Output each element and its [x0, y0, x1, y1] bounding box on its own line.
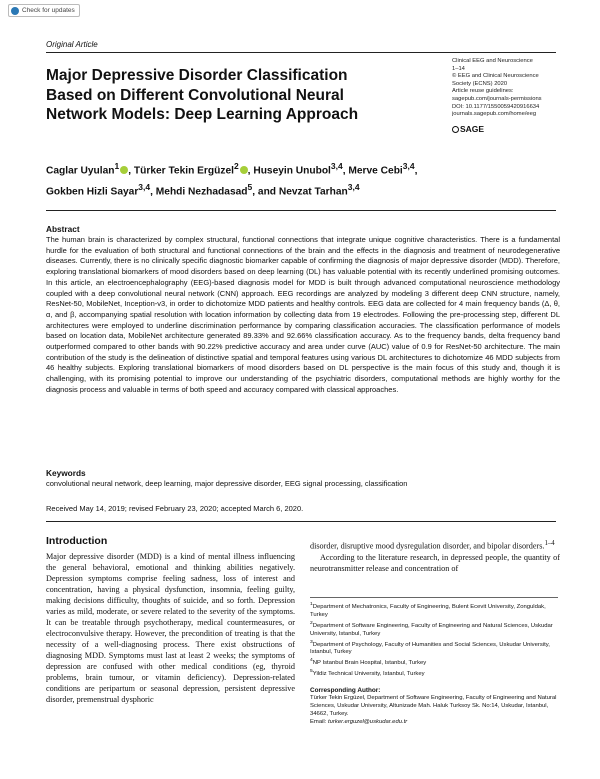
- journal-info-line: Clinical EEG and Neuroscience: [452, 58, 533, 64]
- author-sep: ,: [150, 186, 156, 198]
- author-affil: 5: [247, 182, 253, 193]
- keywords-heading: Keywords: [46, 468, 86, 478]
- journal-info-line: Society (ECNS) 2020: [452, 80, 508, 87]
- journal-info-line[interactable]: DOI: 10.1177/1550059420916634: [452, 103, 540, 110]
- sage-logo-icon: [452, 126, 459, 133]
- article-type: Original Article: [46, 40, 98, 49]
- corresponding-text: Türker Tekin Ergüzel, Department of Software Engineering, Faculty of Engineering and Natural Sciences, Uskudar University, Altunizade Mah. Haluk Turksoy Sk. No:14, Uskudar, Istanbul, 34662, Turkey.: [310, 694, 557, 717]
- journal-info-line: Article reuse guidelines:: [452, 88, 514, 95]
- body-left-column: [46, 551, 295, 705]
- affiliation-number: 2: [310, 620, 313, 626]
- author-sep: ,: [342, 165, 349, 177]
- affiliation-text: Yildiz Technical University, Istanbul, Turkey: [312, 671, 425, 678]
- affiliation-item: [310, 601, 560, 620]
- journal-info-line[interactable]: journals.sagepub.com/home/eeg: [452, 111, 537, 118]
- affiliation-item: [310, 657, 560, 668]
- body-paragraph: [310, 538, 560, 552]
- email-label: Email:: [310, 718, 327, 725]
- affiliation-item: [310, 668, 560, 679]
- body-paragraph: Major depressive disorder (MDD) is a kind of mental illness influencing the general behavioral, emotional and thinking abilities negatively. Depression symptoms comprise feeling sadness, loss of interest and concentration, having a physical dysfunction, insomnia, feeling guilty, making decisions difficulty, thoughts of suicide, and so forth. Depression varies as mild, moderate, or severe related to the severity of the symptoms. It can be treatable through psychotherapy, medical countermeasures, or electroconvulsive therapy. However, the precondition of treating is that the necessity of a well-diagnosing process. There exist obstructions of diagnosing MDD. Symptoms must last at least 2 weeks; the symptoms of depression are confused with other medical conditions (eg, thyroid problems, brain tumour, or vitamin deficiency). Depression-related conditions are peripartum or seasonal depression, persistent depressive disorder, premenstrual dysphoric: [46, 552, 295, 704]
- author-sep: , and: [252, 186, 279, 198]
- author-name: Gokben Hizli Sayar: [46, 186, 139, 198]
- affiliation-text: Department of Software Engineering, Faculty of Engineering and Natural Sciences, Uskudar University, Istanbul, Turkey: [310, 622, 553, 637]
- check-updates-icon: [11, 7, 19, 15]
- affiliation-number: 5: [310, 669, 313, 675]
- publisher-name: SAGE: [460, 124, 485, 134]
- body-right-column: [310, 538, 560, 574]
- author-line-1: [46, 158, 476, 179]
- body-paragraph-text: disorder, disruptive mood dysregulation disorder, and bipolar disorders.: [310, 541, 545, 551]
- affiliation-text: NP Istanbul Brain Hospital, Istanbul, Turkey: [312, 660, 427, 667]
- author-name: Caglar Uyulan: [46, 165, 115, 177]
- received-dates: Received May 14, 2019; revised February 23, 2020; accepted March 6, 2020.: [46, 504, 304, 513]
- author-affil: 2: [233, 161, 239, 171]
- author-list: [46, 158, 476, 201]
- body-paragraph: According to the literature research, in depressed people, the quantity of neurotransmitter release and concentration of: [310, 552, 560, 573]
- corresponding-email-line: [310, 719, 560, 727]
- corresponding-heading: Corresponding Author:: [310, 687, 381, 694]
- author-name: Nevzat Tarhan: [278, 186, 348, 198]
- author-sep: ,: [128, 165, 134, 177]
- orcid-icon[interactable]: [240, 166, 248, 174]
- author-sep: ,: [247, 165, 254, 177]
- sage-logo: [452, 124, 484, 134]
- author-line-2: [46, 179, 476, 200]
- body-top-rule: [46, 521, 556, 522]
- abstract-heading: Abstract: [46, 224, 80, 234]
- affiliation-text: Department of Psychology, Faculty of Humanities and Social Sciences, Uskudar University, Istanbul, Turkey: [310, 641, 550, 656]
- header-rule: [46, 52, 556, 53]
- affiliation-text: Department of Mechatronics, Faculty of Engineering, Bulent Ecevit University, Zonguldak, Turkey: [310, 603, 546, 618]
- author-name: Mehdi Nezhadasad: [155, 186, 248, 198]
- journal-info-line[interactable]: sagepub.com/journals-permissions: [452, 95, 542, 102]
- author-sep: ,: [414, 165, 418, 177]
- affiliation-item: [310, 639, 560, 658]
- author-name: Huseyin Unubol: [253, 165, 331, 177]
- author-affil: 3,4: [138, 182, 151, 193]
- affiliation-rule: [310, 597, 558, 598]
- journal-info-line: 1–14: [452, 65, 465, 72]
- affiliation-item: [310, 620, 560, 639]
- keywords-text: convolutional neural network, deep learning, major depressive disorder, EEG signal processing, classification: [46, 479, 408, 488]
- author-affil: 3,4: [347, 182, 360, 193]
- affiliations: [310, 601, 560, 679]
- abstract-text: The human brain is characterized by complex structural, functional connections that integrate unique cognitive characteristics. There is a fundamental hurdle for the evaluation of both structural and functional connections of the brain and the effects in the diagnosis and treatment of neurodegenerative diseases. Currently, there is no clinically specific diagnostic biomarker capable of confirming the diagnosis of major depressive disorder (MDD). Therefore, exploring translational biomarkers of mood disorders based on deep learning (DL) has valuable potential with its recently underlined promising outcomes. In this article, an electroencephalography (EEG)-based diagnosis model for MDD is built through advanced computational neuroscience methodology coupled with a deep convolutional neural network (CNN) approach. EEG recordings are analyzed by modeling 3 different deep CNN structure, namely, ResNet-50, MobileNet, Inception-v3, in order to dichotomize MDD patients and healthy controls. EEG data are collected for 4 main frequency bands (Δ, θ, α, and β, accompanying spatial resolution with location information by collecting data from 19 electrodes. Following the pre-processing step, different DL architectures were employed to underline discrimination performance by comparing classification accuracies. The classification performance of models based on location data, MobileNet architecture generated 89.33% and 92.66% classification accuracy. As to the frequency bands, delta frequency band outperformed compared to other bands with 90.22% predictive accuracy and area under curve (AUC) value of 0.9 for ResNet-50 architecture. The main contribution of the study is the delineation of distinctive spatial and temporal features using various DL architectures to dichotomize 46 MDD subjects from 46 healthy subjects. Exploring translational biomarkers of mood disorders based on DL perspective is the main focus of this study and, though it is challenging, with its promising potential to improve our understanding of the psychiatric disorders, computational methods are highly worthy for the diagnosis process and valuable in terms of both speed and accuracy compared with classical approaches.: [46, 235, 560, 394]
- journal-info: [452, 58, 562, 119]
- author-name: Merve Cebi: [348, 165, 403, 177]
- affiliation-number: 3: [310, 639, 313, 645]
- abstract-section: [46, 224, 560, 396]
- corresponding-author: [310, 687, 560, 727]
- author-affil: 1: [114, 161, 120, 171]
- introduction-heading: Introduction: [46, 535, 108, 547]
- abstract-top-rule: [46, 210, 556, 211]
- journal-info-line: © EEG and Clinical Neuroscience: [452, 73, 539, 80]
- paper-title: Major Depressive Disorder Classification Based on Different Convolutional Neural Network Models: Deep Learning Approach: [46, 67, 359, 123]
- author-name: Türker Tekin Ergüzel: [133, 165, 234, 177]
- keywords-section: [46, 468, 560, 489]
- affiliation-number: 4: [310, 658, 313, 664]
- citation: 1–4: [544, 540, 555, 547]
- author-affil: 3,4: [402, 161, 415, 171]
- check-for-updates-badge[interactable]: [8, 4, 80, 17]
- badge-label: Check for updates: [22, 7, 75, 14]
- author-affil: 3,4: [330, 161, 343, 171]
- email-link[interactable]: turker.erguzel@uskudar.edu.tr: [328, 718, 408, 725]
- affiliation-number: 1: [310, 602, 313, 607]
